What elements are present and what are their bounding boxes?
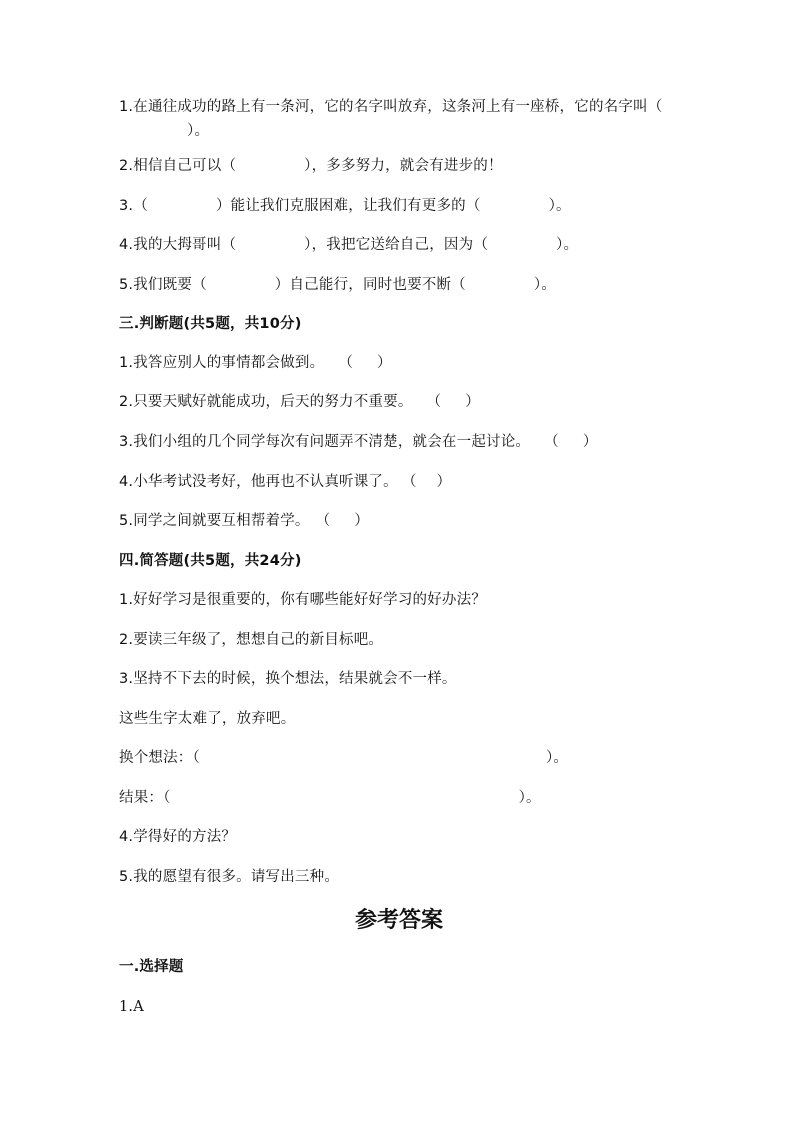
judge-question-5: 5.同学之间就要互相帮着学。 （ ） <box>119 513 370 529</box>
judge-question-4: 4.小华考试没考好，他再也不认真听课了。 （ ） <box>119 474 452 490</box>
fill-question-3: 3.（ ）能让我们克服困难，让我们有更多的（ ）。 <box>119 198 571 214</box>
judge-question-1: 1.我答应别人的事情都会做到。 （ ） <box>119 355 392 371</box>
short-question-1: 1.好好学习是很重要的，你有哪些能好好学习的好办法？ <box>119 592 487 608</box>
fill-question-2: 2.相信自己可以（ ），多多努力，就会有进步的！ <box>119 158 503 174</box>
answer-item-1: 1.A <box>119 999 144 1015</box>
fill-question-1: 1.在通往成功的路上有一条河，它的名字叫放弃，这条河上有一座桥，它的名字叫（）。 <box>119 99 663 139</box>
short-question-5: 5.我的愿望有很多。请写出三种。 <box>119 869 340 885</box>
section-3-title: 三.判断题(共5题，共10分) <box>119 316 302 332</box>
short-question-3: 3.坚持不下去的时候，换个想法，结果就会不一样。 <box>119 671 457 687</box>
short-question-2: 2.要读三年级了，想想自己的新目标吧。 <box>119 632 384 648</box>
fill-question-5: 5.我们既要（ ）自己能行，同时也要不断（ ）。 <box>119 277 557 293</box>
short-question-4: 4.学得好的方法？ <box>119 829 237 845</box>
exam-page <box>119 0 679 1123</box>
fill-question-4: 4.我的大拇哥叫（ ），我把它送给自己，因为（ ）。 <box>119 237 579 253</box>
short-question-3-example: 这些生字太难了，放弃吧。 <box>119 711 296 727</box>
short-question-3-result-line: 结果：（ ）。 <box>119 790 541 806</box>
answer-section-1-title: 一.选择题 <box>119 959 184 975</box>
judge-question-3: 3.我们小组的几个同学每次有问题弄不清楚，就会在一起讨论。 （ ） <box>119 434 598 450</box>
answer-key-title: 参考答案 <box>354 907 443 933</box>
short-question-3-change-line: 换个想法：（ ）。 <box>119 750 569 766</box>
judge-question-2: 2.只要天赋好就能成功，后天的努力不重要。 （ ） <box>119 394 480 410</box>
section-4-title: 四.简答题(共5题，共24分) <box>119 553 302 569</box>
